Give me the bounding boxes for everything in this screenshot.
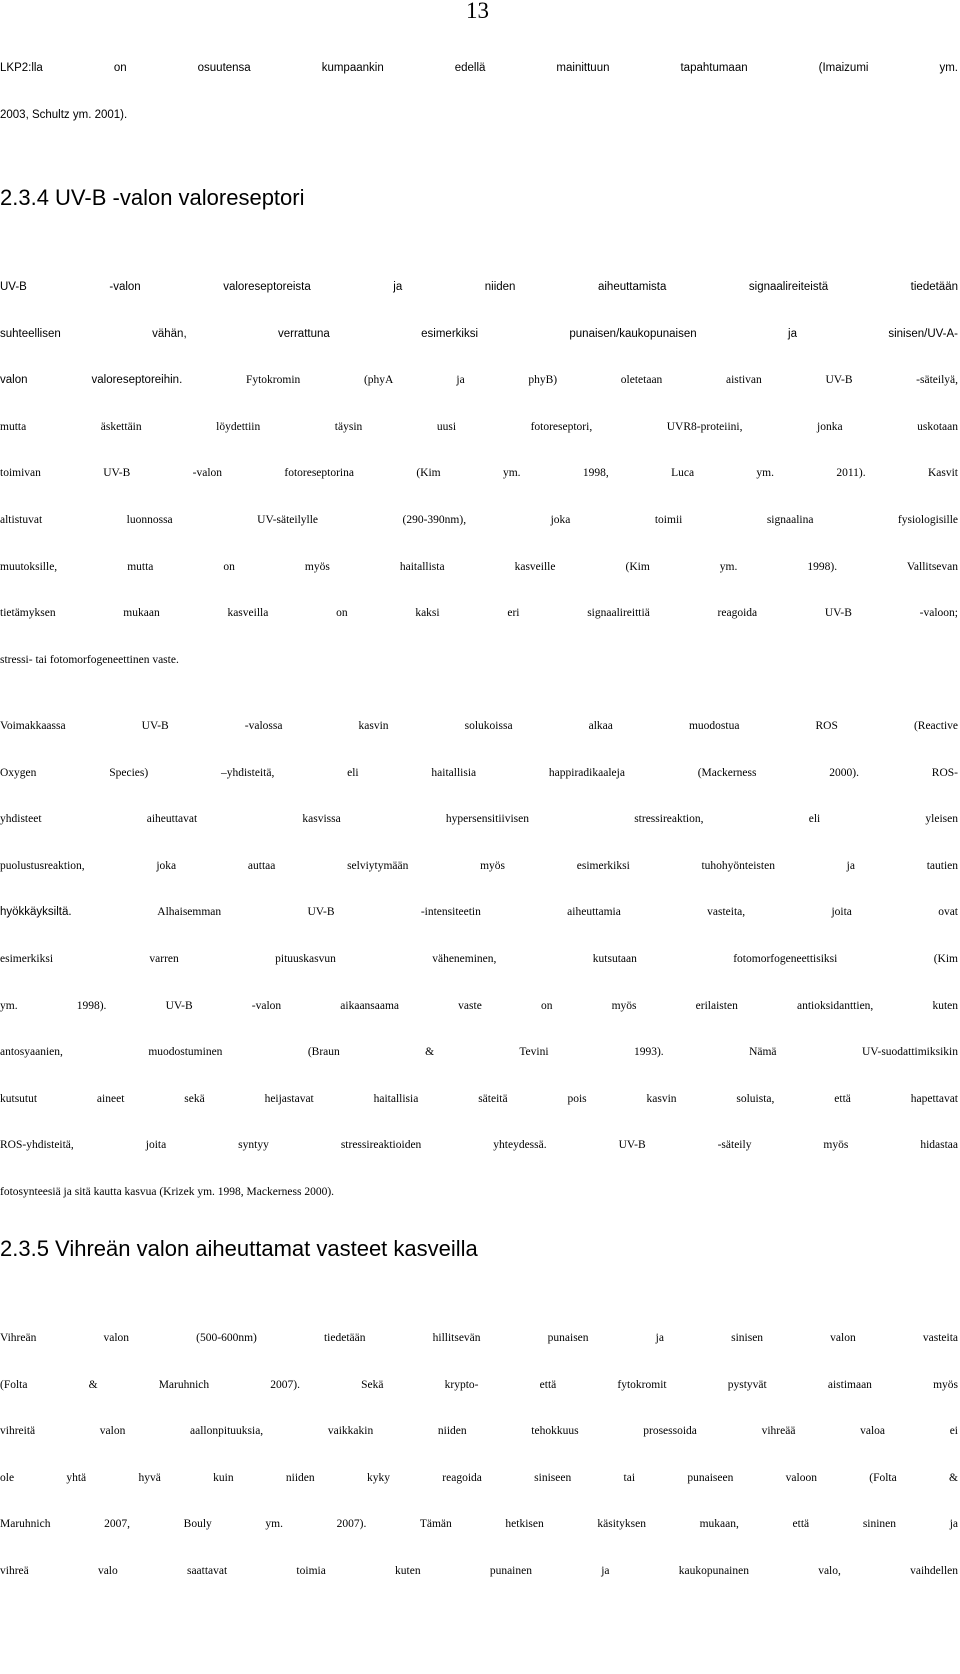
paragraph-line: toimivan UV-B -valon fotoreseptorina (Kim ym. 1998, Luca ym. 2011). Kasvit [0, 467, 958, 480]
paragraph-line: Voimakkaassa UV-B -valossa kasvin solukoissa alkaa muodostua ROS (Reactive [0, 720, 958, 732]
paragraph-segment: Alhaisemman UV-B -intensiteetin aiheuttamia vasteita, joita ovat [71, 906, 958, 919]
paragraph-line-mixed [0, 357, 958, 404]
paragraph-line: fotosynteesiä ja sitä kautta kasvua (Krizek ym. 1998, Mackerness 2000). [0, 1185, 335, 1198]
paragraph-uvb-receptor [0, 264, 958, 683]
paragraph-line: UV-B -valon valoreseptoreista ja niiden aiheuttamista signaalireiteistä tiedetään [0, 281, 958, 293]
paragraph-line: (Folta & Maruhnich 2007). Sekä krypto- että fytokromit pystyvät aistimaan myös [0, 1378, 958, 1391]
paragraph-line: ROS-yhdisteitä, joita syntyy stressireaktioiden yhteydessä. UV-B -säteily myös hidastaa [0, 1139, 958, 1152]
paragraph-segment: Fytokromin (phyA ja phyB) oletetaan aistivan UV-B -säteilyä, [182, 374, 959, 387]
paragraph-segment: hyökkäyksiltä. [0, 906, 72, 919]
paragraph-line: suhteellisen vähän, verrattuna esimerkiksi punaisen/kaukopunaisen ja sinisen/UV-A- [0, 327, 958, 340]
paragraph-line: esimerkiksi varren pituuskasvun väheneminen, kutsutaan fotomorfogeneettisiksi (Kim [0, 952, 958, 965]
paragraph-line: ole yhtä hyvä kuin niiden kyky reagoida siniseen tai punaiseen valoon (Folta & [0, 1471, 958, 1484]
intro-line: 2003, Schultz ym. 2001). [0, 108, 128, 121]
paragraph-line: ym. 1998). UV-B -valon aikaansaama vaste on myös erilaisten antioksidanttien, kuten [0, 999, 958, 1012]
intro-paragraph [0, 45, 958, 138]
paragraph-line: yhdisteet aiheuttavat kasvissa hypersensitiivisen stressireaktion, eli yleisen [0, 813, 958, 826]
paragraph-line: tietämyksen mukaan kasveilla on kaksi eri signaalireittiä reagoida UV-B -valoon; [0, 607, 958, 620]
paragraph-line: Maruhnich 2007, Bouly ym. 2007). Tämän hetkisen käsityksen mukaan, että sininen ja [0, 1518, 958, 1531]
paragraph-line: vihreitä valon aallonpituuksia, vaikkakin niiden tehokkuus prosessoida vihreää valoa ei [0, 1425, 958, 1438]
section-heading-2-3-4: 2.3.4 UV-B -valon valoreseptori [0, 185, 305, 210]
paragraph-line: Oxygen Species) –yhdisteitä, eli haitallisia happiradikaaleja (Mackerness 2000). ROS- [0, 766, 958, 779]
page-number: 13 [466, 0, 489, 23]
paragraph-green-light [0, 1315, 958, 1595]
paragraph-line: antosyaanien, muodostuminen (Braun & Tevini 1993). Nämä UV-suodattimiksikin [0, 1046, 958, 1059]
paragraph-line: altistuvat luonnossa UV-säteilylle (290-390nm), joka toimii signaalina fysiologisille [0, 513, 958, 526]
paragraph-line: puolustusreaktion, joka auttaa selviytymään myös esimerkiksi tuhohyönteisten ja tautien [0, 859, 958, 872]
paragraph-line: vihreä valo saattavat toimia kuten punainen ja kaukopunainen valo, vaihdellen [0, 1564, 958, 1577]
paragraph-line: muutoksille, mutta on myös haitallista kasveille (Kim ym. 1998). Vallitsevan [0, 560, 958, 573]
paragraph-line: kutsutut aineet sekä heijastavat haitallisia säteitä pois kasvin soluista, että hapettavat [0, 1092, 958, 1105]
paragraph-segment: valon valoreseptoreihin. [0, 374, 183, 387]
paragraph-line: mutta äskettäin löydettiin täysin uusi fotoreseptori, UVR8-proteiini, jonka uskotaan [0, 420, 958, 433]
paragraph-line: stressi- tai fotomorfogeneettinen vaste. [0, 653, 179, 666]
paragraph-ros [0, 703, 958, 1216]
intro-line: LKP2:lla on osuutensa kumpaankin edellä mainittuun tapahtumaan (Imaizumi ym. [0, 62, 958, 74]
paragraph-line: Vihreän valon (500-600nm) tiedetään hillitsevän punaisen ja sinisen valon vasteita [0, 1332, 958, 1344]
paragraph-line-mixed [0, 889, 958, 936]
section-heading-2-3-5: 2.3.5 Vihreän valon aiheuttamat vasteet kasveilla [0, 1236, 478, 1261]
